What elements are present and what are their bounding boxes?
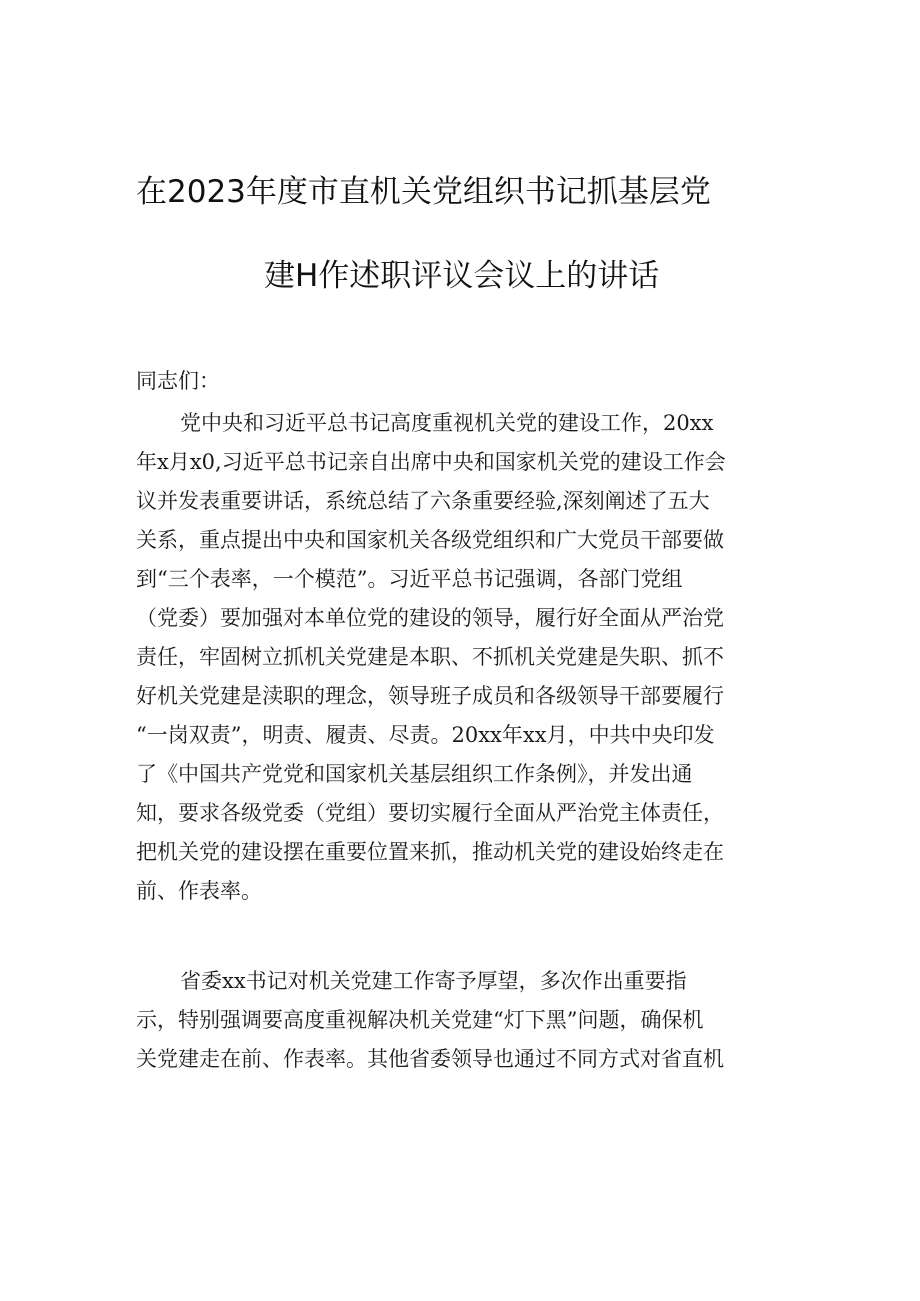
paragraph-line: “一岗双责”，明责、履责、尽责。20xx年xx月，中共中央印发: [136, 723, 715, 747]
paragraph-line: 好机关党建是渎职的理念，领导班子成员和各级领导干部要履行: [136, 684, 724, 708]
paragraph-line: 知，要求各级党委（党组）要切实履行全面从严治党主体责任，: [136, 801, 724, 825]
paragraph-2: [136, 962, 786, 1079]
paragraph-line: 前、作表率。: [136, 879, 262, 903]
paragraph-line: 责任，牢固树立抓机关党建是本职、不抓机关党建是失职、抓不: [136, 645, 724, 669]
paragraph-1: [136, 404, 786, 911]
paragraph-line: 了《中国共产党党和国家机关基层组织工作条例》，并发出通: [136, 762, 693, 786]
paragraph-line: 关系，重点提出中央和国家机关各级党组织和广大党员干部要做: [136, 528, 724, 552]
salutation: [136, 362, 786, 401]
document-title-line-1: 在2023年度市直机关党组织书记抓基层党: [136, 174, 711, 210]
paragraph-line: 党中央和习近平总书记高度重视机关党的建设工作，20xx: [180, 411, 714, 435]
paragraph-line: （党委）要加强对本单位党的建设的领导，履行好全面从严治党: [136, 606, 724, 630]
paragraph-line: 关党建走在前、作表率。其他省委领导也通过不同方式对省直机: [136, 1047, 724, 1071]
paragraph-line: 年x月x0,习近平总书记亲自出席中央和国家机关党的建设工作会: [136, 450, 726, 474]
paragraph-line: 示，特别强调要高度重视解决机关党建“灯下黑”问题，确保机: [136, 1008, 704, 1032]
paragraph-line: 把机关党的建设摆在重要位置来抓，推动机关党的建设始终走在: [136, 840, 724, 864]
salutation-text: 同志们：: [136, 369, 220, 393]
paragraph-line: 到“三个表率，一个模范”。习近平总书记强调，各部门党组: [136, 567, 683, 591]
paragraph-line: 议并发表重要讲话，系统总结了六条重要经验,深刻阐述了五大: [136, 489, 710, 513]
document-title-line-2: 建H作述职评议会议上的讲话: [264, 258, 660, 294]
paragraph-line: 省委xx书记对机关党建工作寄予厚望，多次作出重要指: [180, 969, 687, 993]
